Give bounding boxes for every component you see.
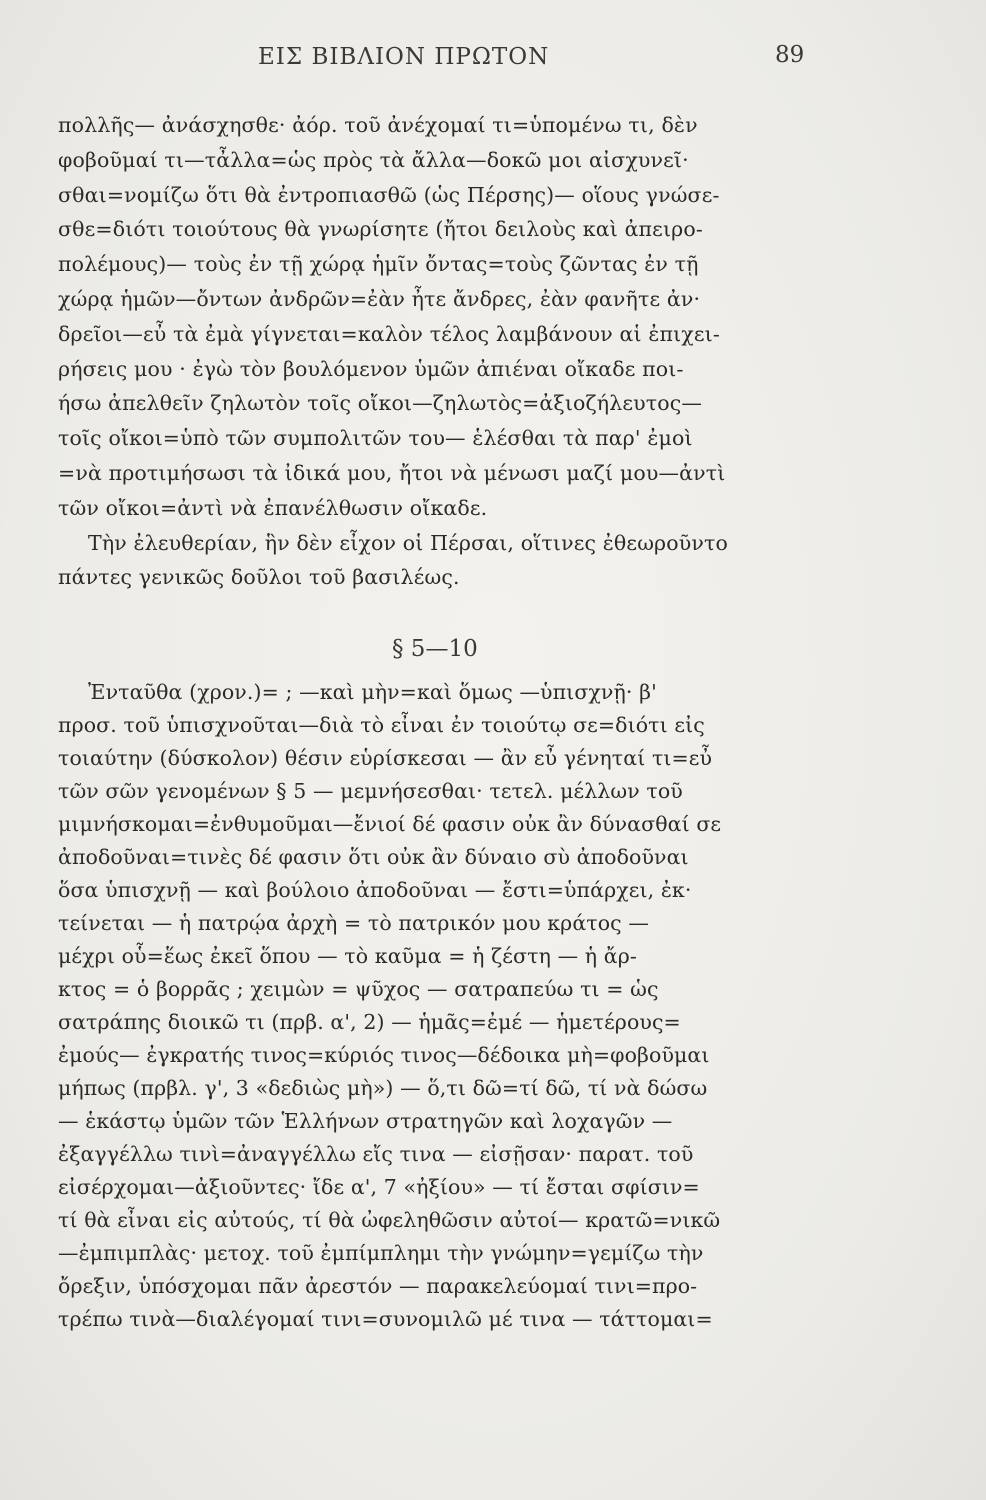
text-line: ὅσα ὑπισχνῇ — καὶ βούλοιο ἀποδοῦναι — ἔστι=ὑπάρχει, ἐκ· (58, 878, 692, 902)
text-line: ήσω ἀπελθεῖν ζηλωτὸν τοῖς οἴκοι—ζηλωτὸς=ἀξιοζήλευτος— (58, 391, 703, 416)
text-line: πολλῆς— ἀνάσχησθε· ἀόρ. τοῦ ἀνέχομαί τι=ὑπομένω τι, δὲν (58, 113, 698, 137)
text-line: —ἐμπιμπλὰς· μετοχ. τοῦ ἐμπίμπλημι τὴν γνώμην=γεμίζω τὴν (58, 1241, 704, 1265)
text-line: τοῖς οἴκοι=ὑπὸ τῶν συμπολιτῶν του— ἑλέσθαι τὰ παρ' ἐμοὶ (58, 426, 693, 451)
text-line: σθε=διότι τοιούτους θὰ γνωρίσητε (ἤτοι δειλοὺς καὶ ἀπειρο- (58, 217, 703, 242)
text-line: τί θὰ εἶναι εἰς αὐτούς, τί θὰ ὠφεληθῶσιν αὐτοί— κρατῶ=νικῶ (58, 1208, 721, 1232)
page-number: 89 (775, 42, 805, 68)
text-line: σατράπης διοικῶ τι (πρβ. α', 2) — ἡμᾶς=ἐμέ — ἡμετέρους= (58, 1010, 681, 1034)
text-line: ὄρεξιν, ὑπόσχομαι πᾶν ἀρεστόν — παρακελεύομαί τινι=προ- (58, 1274, 698, 1298)
text-line: τοιαύτην (δύσκολον) θέσιν εὑρίσκεσαι — ἂν εὖ γένηταί τι=εὖ (58, 746, 713, 770)
text-line: εἰσέρχομαι—ἀξιοῦντες· ἴδε α', 7 «ἠξίου» — τί ἔσται σφίσιν= (58, 1175, 700, 1199)
commentary-block-1 (58, 108, 824, 595)
text-line: μέχρι οὗ=ἕως ἐκεῖ ὅπου — τὸ καῦμα = ἡ ζέστη — ἡ ἄρ- (58, 944, 637, 968)
text-line: τείνεται — ἡ πατρῴα ἀρχὴ = τὸ πατρικόν μου κράτος — (58, 911, 649, 935)
text-line: τῶν σῶν γενομένων § 5 — μεμνήσεσθαι· τετελ. μέλλων τοῦ (58, 779, 683, 803)
text-line: κτος = ὁ βορρᾶς ; χειμὼν = ψῦχος — σατραπεύω τι = ὡς (58, 977, 659, 1001)
text-line: μήπως (πρβλ. γ', 3 «δεδιὼς μὴ») — ὅ,τι δῶ=τί δῶ, τί νὰ δώσω (58, 1076, 708, 1100)
text-line: τρέπω τινὰ—διαλέγομαί τινι=συνομιλῶ μέ τινα — τάττομαι= (58, 1307, 713, 1331)
text-line: =νὰ προτιμήσωσι τὰ ἰδικά μου, ἤτοι νὰ μένωσι μαζί μου—ἀντὶ (58, 460, 726, 485)
text-line: φοβοῦμαί τι—τἆλλα=ὡς πρὸς τὰ ἄλλα—δοκῶ μοι αἰσχυνεῖ· (58, 147, 689, 172)
text-line: πολέμους)— τοὺς ἐν τῇ χώρᾳ ἡμῖν ὄντας=τοὺς ζῶντας ἐν τῇ (58, 252, 699, 277)
section-heading: § 5—10 (392, 636, 478, 662)
text-line: — ἑκάστῳ ὑμῶν τῶν Ἑλλήνων στρατηγῶν καὶ λοχαγῶν — (58, 1109, 673, 1133)
text-line: ἀποδοῦναι=τινὲς δέ φασιν ὅτι οὐκ ἂν δύναιο σὺ ἀποδοῦναι (58, 845, 689, 869)
running-title: ΕΙΣ ΒΙΒΛΙΟΝ ΠΡΩΤΟΝ (258, 44, 550, 70)
text-line: χώρᾳ ἡμῶν—ὄντων ἀνδρῶν=ἐὰν ἦτε ἄνδρες, ἐὰν φανῆτε ἀν· (58, 286, 701, 311)
text-line: ρήσεις μου · ἐγὼ τὸν βουλόμενον ὑμῶν ἀπιέναι οἴκαδε ποι- (58, 356, 684, 381)
text-line: πάντες γενικῶς δοῦλοι τοῦ βασιλέως. (58, 565, 460, 590)
text-line: ἐξαγγέλλω τινὶ=ἀναγγέλλω εἴς τινα — εἰσῇσαν· παρατ. τοῦ (58, 1142, 694, 1166)
commentary-block-2 (58, 676, 824, 1336)
text-line: προσ. τοῦ ὑπισχνοῦται—διὰ τὸ εἶναι ἐν τοιούτῳ σε=διότι εἰς (58, 713, 705, 737)
text-line: σθαι=νομίζω ὅτι θὰ ἐντροπιασθῶ (ὡς Πέρσης)— οἵους γνώσε- (58, 182, 720, 207)
text-line: μιμνήσκομαι=ἐνθυμοῦμαι—ἔνιοί δέ φασιν οὐκ ἂν δύνασθαί σε (58, 812, 722, 836)
text-line: Τὴν ἐλευθερίαν, ἣν δὲν εἶχον οἱ Πέρσαι, οἵτινες ἐθεωροῦντο (88, 530, 728, 555)
text-line: ἐμούς— ἐγκρατής τινος=κύριός τινος—δέδοικα μὴ=φοβοῦμαι (58, 1043, 710, 1067)
text-line: δρεῖοι—εὖ τὰ ἐμὰ γίγνεται=καλὸν τέλος λαμβάνουν αἱ ἐπιχει- (58, 321, 720, 346)
text-line: τῶν οἴκοι=ἀντὶ νὰ ἐπανέλθωσιν οἴκαδε. (58, 495, 488, 520)
text-line: Ἐνταῦθα (χρον.)= ; —καὶ μὴν=καὶ ὅμως —ὑπισχνῇ· β' (88, 680, 657, 704)
